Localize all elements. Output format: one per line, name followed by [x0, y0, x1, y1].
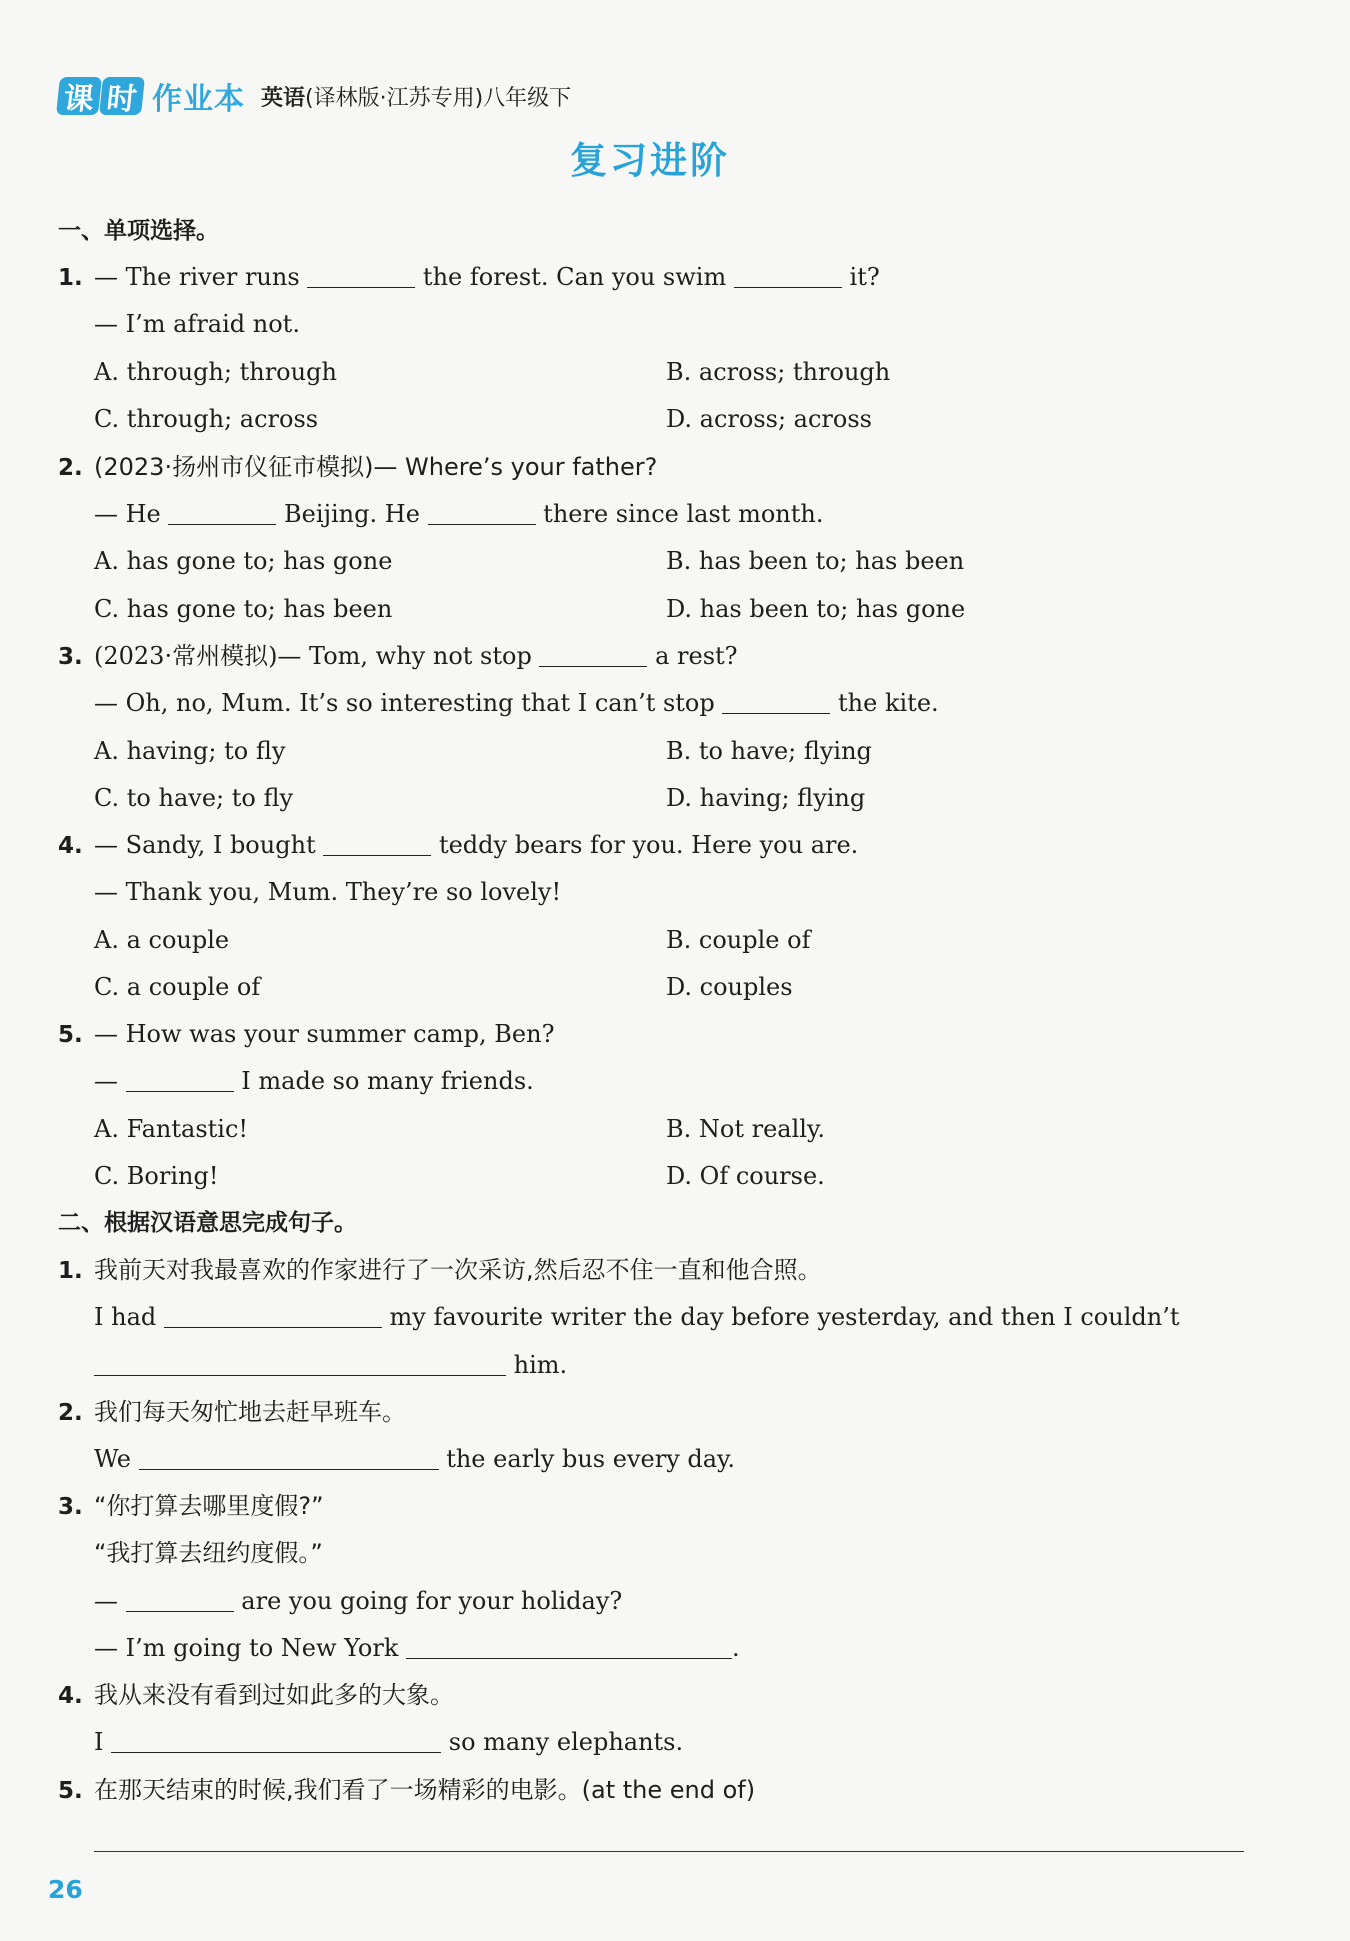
answer-blank[interactable] [139, 1445, 439, 1470]
question-text: it? [849, 263, 880, 291]
option-b[interactable]: B. across; through [666, 358, 891, 386]
answer-blank[interactable] [539, 642, 647, 667]
question-text: — He [94, 500, 161, 528]
option-b[interactable]: B. has been to; has been [666, 547, 965, 575]
question-number: 2. [58, 455, 83, 481]
question-text: — Sandy, I bought [94, 831, 316, 859]
english-line [94, 1302, 1179, 1332]
chinese-sentence [94, 1538, 323, 1568]
book-subtitle [261, 81, 571, 112]
question-reply [94, 499, 823, 529]
page-number: 26 [48, 1875, 83, 1904]
question-text: a rest? [655, 642, 738, 670]
question-text: Beijing. He [284, 500, 420, 528]
answer-blank[interactable] [323, 831, 431, 856]
option-b[interactable]: B. Not really. [666, 1115, 825, 1143]
answer-blank[interactable] [722, 689, 830, 714]
logo-text: 作业本 [152, 82, 245, 117]
sentence-text: — I’m going to New York [94, 1634, 399, 1662]
option-a[interactable]: A. Fantastic! [94, 1115, 249, 1143]
question-line [58, 830, 858, 861]
question-number: 1. [58, 1258, 83, 1284]
chinese-sentence: “你打算去哪里度假?” [94, 1492, 324, 1520]
question-reply [94, 1066, 534, 1096]
translation-prompt [58, 1680, 454, 1711]
sentence-text: are you going for your holiday? [241, 1587, 623, 1615]
option-b[interactable]: B. to have; flying [666, 737, 872, 765]
question-line [58, 452, 657, 483]
english-line [94, 1350, 567, 1380]
option-d[interactable]: D. having; flying [666, 784, 866, 812]
option-a[interactable]: A. having; to fly [94, 737, 286, 765]
chinese-sentence: 我从来没有看到过如此多的大象。 [94, 1681, 454, 1709]
chinese-reply: “我打算去纽约度假。” [94, 1539, 323, 1567]
subject-label: 英语 [261, 85, 306, 111]
option-d[interactable]: D. Of course. [666, 1162, 825, 1190]
english-line [94, 1633, 740, 1663]
question-reply: — Thank you, Mum. They’re so lovely! [94, 878, 562, 906]
sentence-text: I [94, 1728, 104, 1756]
sentence-text: — [94, 1587, 118, 1615]
question-number: 2. [58, 1400, 83, 1426]
section-heading: 二、根据汉语意思完成句子。 [58, 1210, 357, 1236]
option-c[interactable]: C. a couple of [94, 973, 261, 1001]
option-a[interactable]: A. a couple [94, 926, 230, 954]
question-text: there since last month. [543, 500, 824, 528]
option-d[interactable]: D. has been to; has gone [666, 595, 966, 623]
question-line [58, 262, 880, 293]
answer-line[interactable] [94, 1851, 1244, 1852]
translation-prompt [58, 1397, 406, 1428]
chinese-sentence: 我前天对我最喜欢的作家进行了一次采访,然后忍不住一直和他合照。 [94, 1256, 822, 1284]
question-number: 5. [58, 1778, 83, 1804]
question-number: 1. [58, 265, 83, 291]
chinese-sentence: 我们每天匆忙地去赶早班车。 [94, 1398, 406, 1426]
question-text: — How was your summer camp, Ben? [94, 1020, 555, 1048]
chinese-sentence: 在那天结束的时候,我们看了一场精彩的电影。(at the end of) [94, 1776, 756, 1804]
option-c[interactable]: C. Boring! [94, 1162, 219, 1190]
sentence-text: my favourite writer the day before yesterday, and then I couldn’t [389, 1303, 1180, 1331]
option-a[interactable]: A. has gone to; has gone [94, 547, 393, 575]
question-text: (2023·常州模拟)— Tom, why not stop [94, 642, 532, 670]
sentence-text: I had [94, 1303, 157, 1331]
question-number: 4. [58, 1683, 83, 1709]
answer-blank[interactable] [406, 1634, 732, 1659]
answer-blank[interactable] [168, 500, 276, 525]
question-number: 5. [58, 1022, 83, 1048]
section-heading: 一、单项选择。 [58, 218, 219, 244]
english-line [94, 1444, 735, 1474]
translation-prompt [58, 1775, 755, 1806]
option-c[interactable]: C. through; across [94, 405, 319, 433]
question-text: — [94, 1067, 118, 1095]
sentence-text: . [732, 1634, 740, 1662]
question-text: — The river runs [94, 263, 300, 291]
option-d[interactable]: D. couples [666, 973, 793, 1001]
option-a[interactable]: A. through; through [94, 358, 337, 386]
option-c[interactable]: C. has gone to; has been [94, 595, 393, 623]
question-text: the kite. [838, 689, 939, 717]
answer-blank[interactable] [164, 1303, 382, 1328]
logo-char-1: 课 [56, 77, 102, 115]
question-number: 4. [58, 833, 83, 859]
answer-blank[interactable] [126, 1067, 234, 1092]
answer-blank[interactable] [126, 1587, 234, 1612]
sentence-text: so many elephants. [448, 1728, 684, 1756]
question-reply: — I’m afraid not. [94, 310, 300, 338]
answer-blank[interactable] [111, 1728, 441, 1753]
answer-blank[interactable] [307, 263, 415, 288]
page-title: 复习进阶 [570, 139, 730, 182]
question-text: teddy bears for you. Here you are. [438, 831, 859, 859]
question-line [58, 641, 738, 672]
question-text: — Oh, no, Mum. It’s so interesting that I can’t stop [94, 689, 715, 717]
sentence-text: We [94, 1445, 131, 1473]
sentence-text: the early bus every day. [446, 1445, 736, 1473]
option-c[interactable]: C. to have; to fly [94, 784, 294, 812]
english-line [94, 1727, 683, 1757]
question-text: I made so many friends. [241, 1067, 534, 1095]
answer-blank[interactable] [428, 500, 536, 525]
question-text: (2023·扬州市仪征市模拟)— Where’s your father? [94, 453, 658, 481]
edition-label: (译林版·江苏专用)八年级下 [305, 85, 572, 111]
question-number: 3. [58, 644, 83, 670]
answer-blank[interactable] [734, 263, 842, 288]
english-line [94, 1586, 622, 1616]
translation-prompt [58, 1491, 324, 1522]
page-header [58, 74, 571, 118]
question-number: 3. [58, 1494, 83, 1520]
sentence-text: him. [513, 1351, 568, 1379]
question-line [58, 1019, 554, 1050]
workbook-logo [58, 77, 144, 115]
question-reply [94, 688, 939, 718]
option-d[interactable]: D. across; across [666, 405, 872, 433]
option-b[interactable]: B. couple of [666, 926, 811, 954]
translation-prompt [58, 1255, 822, 1286]
question-text: the forest. Can you swim [422, 263, 727, 291]
answer-blank[interactable] [94, 1351, 506, 1376]
logo-char-2: 时 [99, 77, 145, 115]
